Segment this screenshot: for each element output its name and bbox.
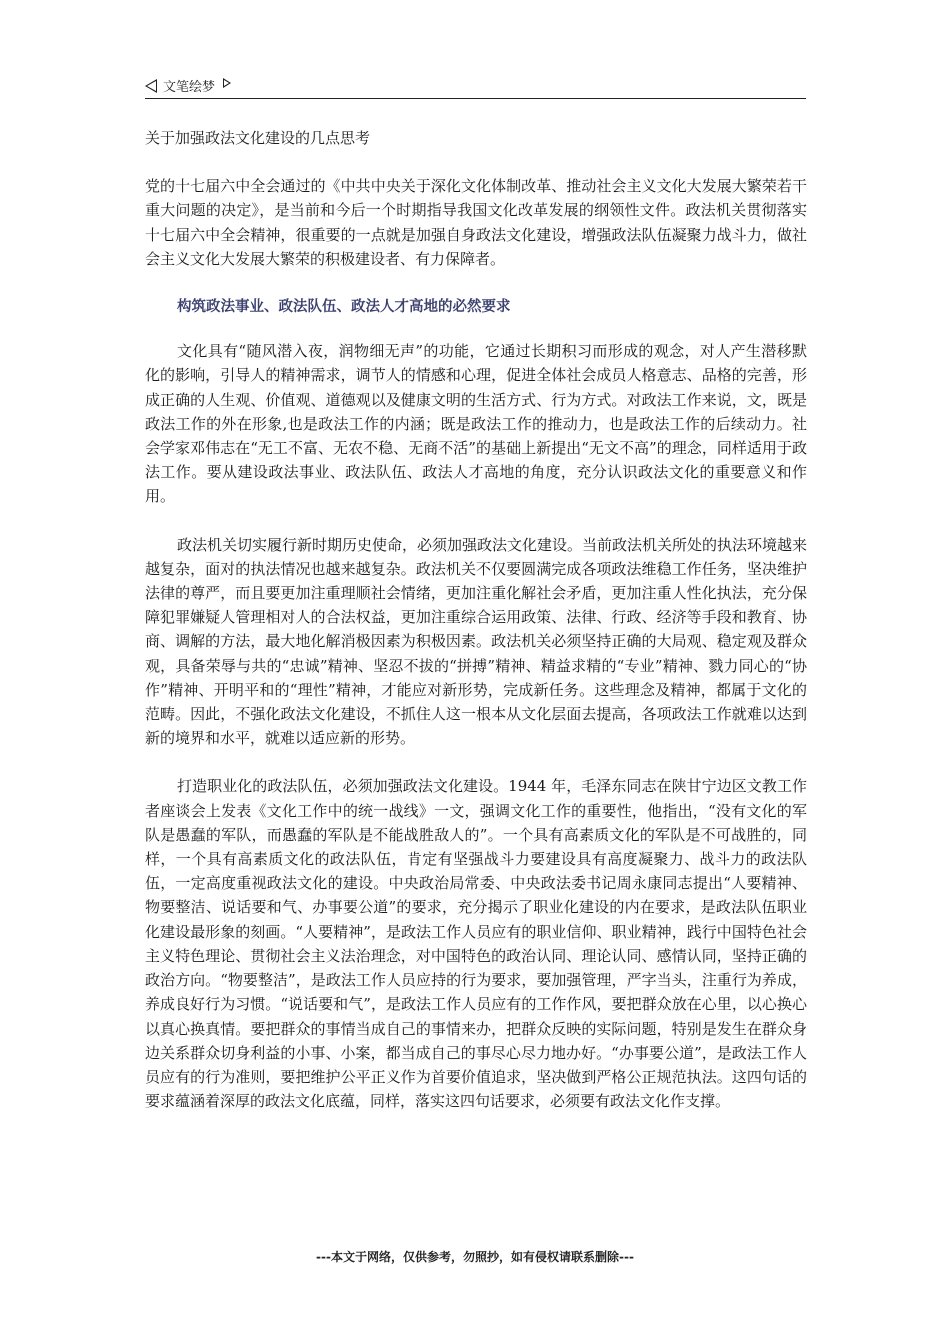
document-title: 关于加强政法文化建设的几点思考: [145, 129, 371, 147]
page-header: [145, 74, 806, 99]
document-body: [145, 126, 807, 1137]
header-brand-group: [145, 76, 231, 95]
body-paragraph-1: 文化具有“随风潜入夜，润物细无声”的功能，它通过长期积习而形成的观念，对人产生潜移默化的影响，引导人的精神需求，调节人的情感和心理，促进全体社会成员人格意志、品格的完善，形成正确的人生观、价值观、道德观以及健康文明的生活方式、行为方式。对政法工作来说，文，既是政法工作的外在形象,也是政法工作的内涵；既是政法工作的推动力，也是政法工作的后续动力。社会学家邓伟志在“无工不富、无农不稳、无商不活”的基础上新提出“无文不高”的理念，同样适用于政法工作。要从建设政法事业、政法队伍、政法人才高地的角度，充分认识政法文化的重要意义和作用。: [145, 342, 807, 506]
section-heading: 构筑政法事业、政法队伍、政法人才高地的必然要求: [177, 299, 511, 316]
header-brand: 文笔绘梦: [163, 80, 216, 95]
lead-paragraph: 党的十七届六中全会通过的《中共中央关于深化文化体制改革、推动社会主义文化大发展大繁荣若干重大问题的决定》，是当前和今后一个时期指导我国文化改革发展的纲领性文件。政法机关贯彻落实十七届六中全会精神，很重要的一点就是加强自身政法文化建设，增强政法队伍凝聚力战斗力，做社会主义文化大发展大繁荣的积极建设者、有力保障者。: [145, 177, 807, 268]
body-paragraph-3: 打造职业化的政法队伍，必须加强政法文化建设。1944 年，毛泽东同志在陕甘宁边区文教工作者座谈会上发表《文化工作中的统一战线》一文，强调文化工作的重要性，他指出，“没有文化的军队是愚蠢的军队，而愚蠢的军队是不能战胜敌人的”。一个具有高素质文化的军队是不可战胜的，同样，一个具有高素质文化的政法队伍，肯定有坚强战斗力要建设具有高度凝聚力、战斗力的政法队伍，一定高度重视政法文化的建设。中央政治局常委、中央政法委书记周永康同志提出“人要精神、物要整洁、说话要和气、办事要公道”的要求，充分揭示了职业化建设的内在要求，是政法队伍职业化建设最形象的刻画。“人要精神”，是政法工作人员应有的职业信仰、职业精神，践行中国特色社会主义特色理论、贯彻社会主义法治理念，对中国特色的政治认同、理论认同、感情认同，坚持正确的政治方向。“物要整洁”，是政法工作人员应持的行为要求，要加强管理，严字当头，注重行为养成，养成良好行为习惯。“说话要和气”，是政法工作人员应有的工作作风，要把群众放在心里，以心换心以真心换真情。要把群众的事情当成自己的事情来办，把群众反映的实际问题，特别是发生在群众身边关系群众切身利益的小事、小案，都当成自己的事尽心尽力地办好。“办事要公道”，是政法工作人员应有的行为准则，要把维护公平正义作为首要价值追求，坚决做到严格公正规范执法。这四句话的要求蕴涵着深厚的政法文化底蕴，同样，落实这四句话要求，必须要有政法文化作支撑。: [145, 777, 807, 1111]
triangle-right-icon: [223, 78, 231, 88]
triangle-left-icon: [145, 79, 157, 93]
body-paragraph-2: 政法机关切实履行新时期历史使命，必须加强政法文化建设。当前政法机关所处的执法环境越来越复杂，面对的执法情况也越来越复杂。政法机关不仅要圆满完成各项政法维稳工作任务，坚决维护法律的尊严，而且要更加注重理顺社会情绪，更加注重化解社会矛盾，更加注重人性化执法，充分保障犯罪嫌疑人管理相对人的合法权益，更加注重综合运用政策、法律、行政、经济等手段和教育、协商、调解的方法，最大地化解消极因素为积极因素。政法机关必须坚持正确的大局观、稳定观及群众观，具备荣辱与共的“忠诚”精神、坚忍不拔的“拼搏”精神、精益求精的“专业”精神、戮力同心的“协作”精神、开明平和的“理性”精神，才能应对新形势，完成新任务。这些理念及精神，都属于文化的范畴。因此，不强化政法文化建设，不抓住人这一根本从文化层面去提高，各项政法工作就难以达到新的境界和水平，就难以适应新的形势。: [145, 535, 808, 748]
footer-disclaimer: ---本文于网络，仅供参考，勿照抄，如有侵权请联系删除---: [316, 1250, 634, 1264]
